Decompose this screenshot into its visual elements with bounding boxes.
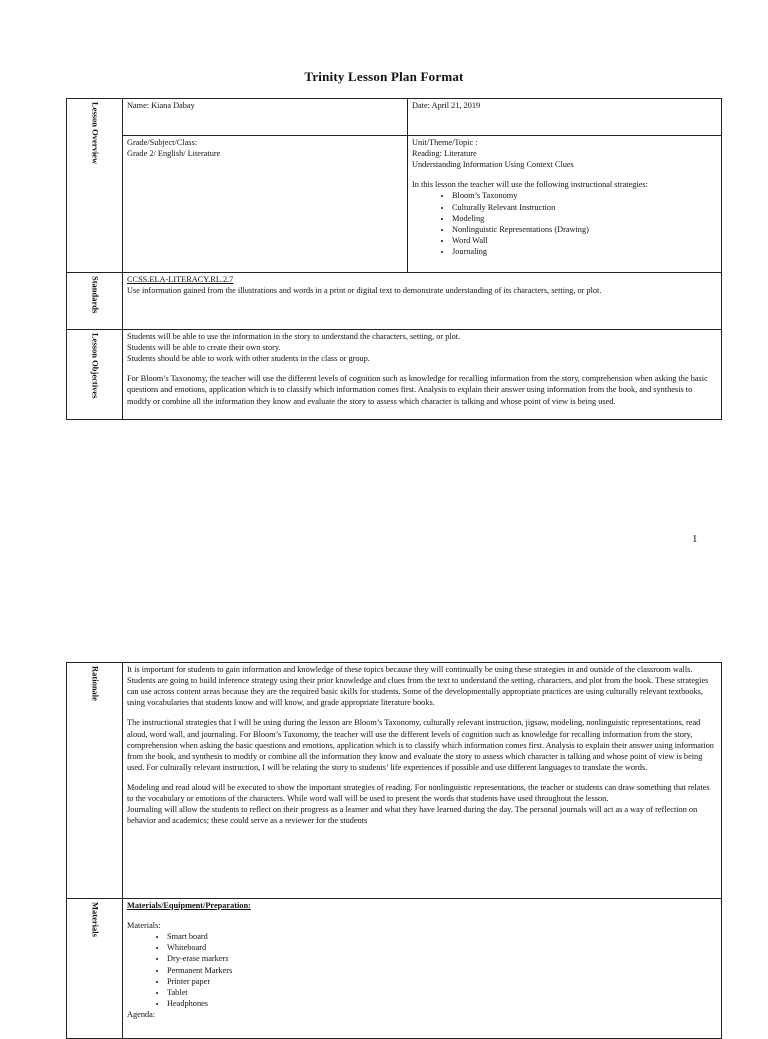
objective-line: Students will be able to create their own story.: [127, 343, 281, 353]
rationale-label: Rationale: [90, 666, 101, 701]
objectives-label: Lesson Objectives: [90, 333, 101, 399]
standard-code: CCSS.ELA-LITERACY.RL.2.7: [127, 275, 234, 284]
unit-line-2: Understanding Information Using Context Clues: [412, 160, 574, 170]
rationale-paragraph-4: Journaling will allow the students to reflect on their progress as a learner and what they have learned during the day. The personal journals will act as a way of reflection on behavior and academics; these could serve as a reviewer for the students: [127, 805, 698, 826]
standards-cell: [123, 273, 722, 330]
list-item: • Journaling: [452, 246, 717, 257]
list-item: • Bloom’s Taxonomy: [452, 190, 717, 201]
objectives-paragraph: For Bloom’s Taxonomy, the teacher will use the different levels of cognition such as knowledge for recalling information from the story, comprehension when asking the basic questions and emotions, application which is to classify which information comes first. Analysis to explain their answer using information from the book, and synthesis to modify or combine all the information they know and evaluate the story to assess which character is talking and whose point of view is being used.: [127, 374, 708, 406]
unit-cell: [408, 136, 722, 273]
unit-line-1: Reading: Literature: [412, 149, 477, 159]
materials-header: [67, 899, 123, 1039]
date-cell: [408, 99, 722, 136]
lesson-overview-label: Lesson Overview: [90, 102, 101, 165]
list-item: • Whiteboard: [167, 942, 717, 953]
objective-line: Students will be able to use the information in the story to understand the characters, setting, or plot.: [127, 332, 461, 341]
objective-line: Students should be able to work with other students in the class or group.: [127, 354, 370, 364]
materials-heading: Materials/Equipment/Preparation:: [127, 901, 251, 910]
lesson-plan-table-2: [66, 662, 722, 1039]
name-text: Name: Kiana Dabay: [127, 101, 195, 110]
list-item: • Word Wall: [452, 235, 717, 246]
grade-cell: [123, 136, 408, 273]
objectives-header: [67, 330, 123, 420]
objectives-cell: [123, 330, 722, 420]
unit-label: Unit/Theme/Topic :: [412, 138, 478, 147]
standards-header: [67, 273, 123, 330]
strategies-intro: In this lesson the teacher will use the following instructional strategies:: [412, 180, 648, 190]
name-cell: [123, 99, 408, 136]
rationale-paragraph-3: Modeling and read aloud will be executed to show the important strategies of reading. For nonlinguistic representations, the teacher or students can draw something that relates to the vocabulary or emotions of the characters. While word wall will be used to present the words that students have used throughout the lesson.: [127, 782, 710, 804]
list-item: • Dry-erase markers: [167, 953, 717, 964]
standards-label: Standards: [90, 276, 101, 314]
list-item: • Culturally Relevant Instruction: [452, 202, 717, 213]
materials-list: [127, 931, 717, 1009]
rationale-paragraph-1: It is important for students to gain information and knowledge of these topics because they will continually be using these strategies in and outside of the classroom walls. Students are going to build inference strategy using their prior knowledge and clues from the text to understand the setting, characters, and plot from the book. These strategies can use across content areas because they are the required basic skills for students. Some of the developmentally appropriate practices are using culturally relevant textbooks, using vocabularies that students know and will know, and grade appropriate literature books.: [127, 665, 709, 708]
page-title: Trinity Lesson Plan Format: [304, 69, 464, 84]
standard-text: Use information gained from the illustrations and words in a print or digital text to demonstrate understanding of its characters, setting, or plot.: [127, 286, 602, 296]
materials-cell: [123, 899, 722, 1039]
grade-label: Grade/Subject/Class:: [127, 138, 198, 147]
lesson-plan-table-1: [66, 98, 722, 420]
lesson-overview-header: [67, 99, 123, 273]
grade-value: Grade 2/ English/ Literature: [127, 149, 221, 159]
page-number: 1: [692, 533, 698, 545]
materials-sub: Materials:: [127, 921, 161, 931]
list-item: • Tablet: [167, 987, 717, 998]
strategies-list: [412, 190, 717, 257]
agenda-label: Agenda:: [127, 1009, 156, 1019]
rationale-cell: [123, 663, 722, 899]
list-item: • Modeling: [452, 213, 717, 224]
list-item: • Smart board: [167, 931, 717, 942]
list-item: • Printer paper: [167, 976, 717, 987]
rationale-header: [67, 663, 123, 899]
list-item: • Nonlinguistic Representations (Drawing): [452, 224, 717, 235]
materials-label: Materials: [90, 902, 101, 937]
list-item: • Permanent Markers: [167, 965, 717, 976]
list-item: • Headphones: [167, 998, 717, 1009]
rationale-paragraph-2: The instructional strategies that I will be using during the lesson are Bloom’s Taxonomy, culturally relevant instruction, jigsaw, modeling, nonlinguistic representations, read aloud, word wall, and journaling. For Bloom’s Taxonomy, the teacher will use the different levels of cognition such as knowledge for recalling information from the story, comprehension when asking the basic questions and emotions, application which is to classify which information comes first. Analysis to explain their answer using information from the book, and synthesis to modify or combine all the information they know and evaluate the story to assess which character is talking and whose point of view is being used. For culturally relevant instruction, I will be relating the story to students’ life experiences if possible and use different languages to translate the words.: [127, 718, 714, 772]
date-text: Date: April 21, 2019: [412, 101, 481, 110]
